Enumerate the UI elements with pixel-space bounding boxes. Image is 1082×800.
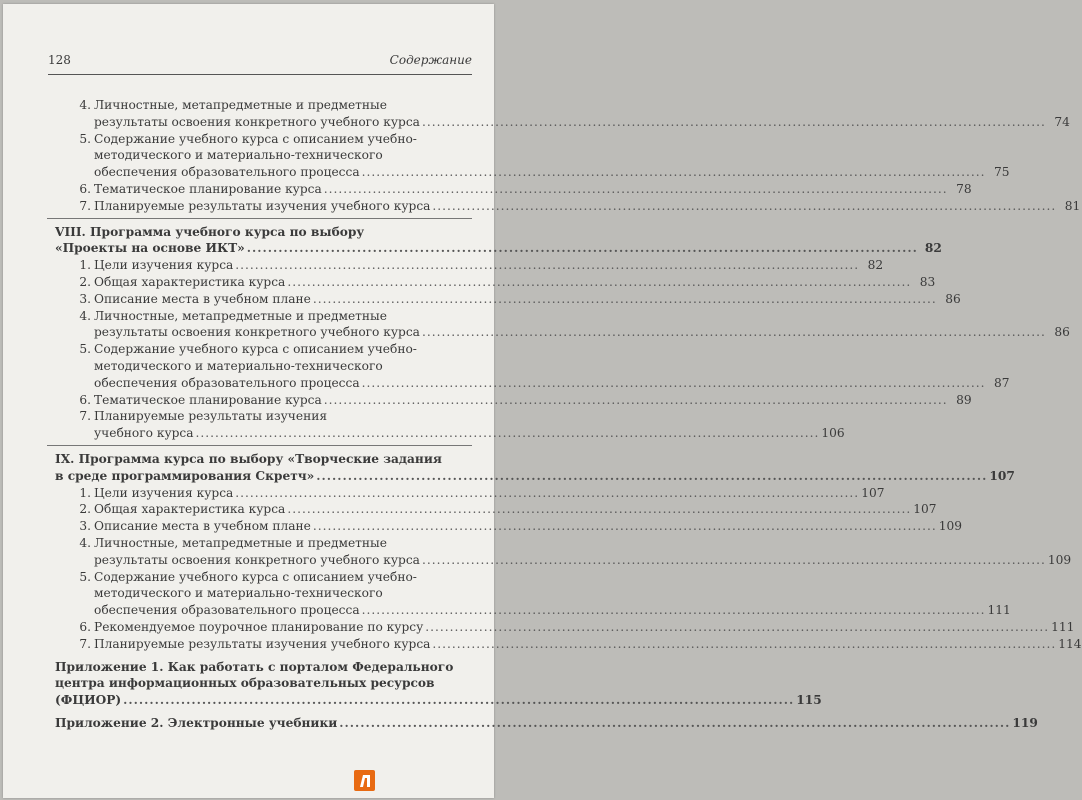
logo-letter-mark [358, 774, 372, 788]
toc-entry-line: результаты освоения конкретного учебного курса ..... 109 [94, 552, 464, 569]
toc-entry-title [77, 392, 972, 409]
toc-entry-title [77, 501, 937, 518]
leader-dots [287, 274, 911, 291]
toc-page-number: 87 [993, 375, 1010, 390]
toc-page-number: 107 [913, 502, 937, 517]
toc-entry-title [77, 181, 972, 198]
toc-entry-line: методического и материально-технического [94, 148, 383, 163]
toc-entry[interactable] [55, 636, 1082, 653]
toc-page-number: 107 [989, 468, 1015, 483]
toc-page-number: 107 [861, 485, 885, 500]
toc-entry-number: 4. [79, 535, 91, 550]
book-page [3, 4, 1082, 798]
toc-entry-title [77, 535, 1072, 569]
leader-dots [313, 291, 937, 308]
toc-entry-line: Приложение 1. Как работать с порталом Федерального [55, 659, 454, 674]
toc-entry-line: Планируемые результаты изучения учебного курса ..... 81 [94, 198, 464, 215]
leader-dots [362, 602, 986, 619]
page-header [48, 53, 472, 67]
leader-dots [324, 181, 948, 198]
toc-entry-number: 1. [79, 485, 91, 500]
toc-entry-line: Цели изучения курса ..... 107 [94, 485, 464, 502]
toc-entry-title [77, 131, 1010, 181]
toc-page-number: 82 [924, 241, 942, 256]
toc-entry-line: Содержание учебного курса с описанием учебно- [94, 342, 417, 357]
toc-entry[interactable] [55, 569, 1011, 619]
leader-dots [432, 636, 1056, 653]
toc-entry-number: 4. [79, 98, 91, 112]
toc-entry-number: 5. [79, 569, 91, 584]
toc-entry[interactable] [55, 97, 1070, 131]
toc-entry-title [77, 198, 1081, 215]
toc-page-number: 82 [867, 258, 884, 273]
toc-entry[interactable] [55, 341, 1010, 391]
toc-entry-title [55, 451, 1015, 485]
toc-entry-number: 3. [79, 519, 91, 534]
toc-section-entry[interactable] [55, 451, 1015, 485]
toc-page-number: 89 [956, 392, 972, 407]
toc-entry-title [77, 408, 845, 442]
toc-entry-title [77, 274, 936, 291]
toc-page-number: 111 [1051, 619, 1075, 634]
toc-entry[interactable] [55, 257, 884, 274]
toc-entry-title [77, 619, 1075, 636]
toc-entry-title [77, 97, 1070, 131]
toc-entry[interactable] [55, 181, 972, 198]
leader-dots [324, 392, 948, 409]
toc-page-number: 114 [1058, 636, 1082, 651]
leader-dots [235, 485, 859, 502]
toc-entry-number: 7. [79, 198, 91, 213]
toc-entry-line: обеспечения образовательного процесса ..... 75 [94, 164, 464, 181]
toc-entry-line: Общая характеристика курса ..... 107 [94, 501, 464, 518]
toc-entry[interactable] [55, 274, 936, 291]
toc-entry-number: 2. [79, 274, 91, 289]
toc-entry-number: 3. [79, 291, 91, 306]
toc-page-number: 109 [938, 519, 963, 534]
toc-entry-line: результаты освоения конкретного учебного курса ..... 74 [94, 114, 464, 131]
labirint-logo-icon [354, 770, 375, 791]
toc-entry-line: Личностные, метапредметные и предметные [94, 535, 387, 550]
toc-entry-number: 4. [79, 308, 91, 323]
toc-entry-line: центра информационных образовательных ресурсов [55, 676, 435, 691]
toc-section-entry[interactable] [55, 224, 942, 258]
toc-entry-title [55, 224, 942, 258]
toc-entry-line: Личностные, метапредметные и предметные [94, 98, 387, 112]
toc-entry-line: Планируемые результаты изучения [94, 409, 328, 424]
toc-page-number: 109 [1047, 552, 1072, 567]
toc-entry-title [77, 257, 884, 274]
toc-entry[interactable] [55, 291, 961, 308]
toc-entry-line: Тематическое планирование курса ..... 89 [94, 392, 464, 409]
leader-dots [196, 425, 820, 442]
toc-section-entry[interactable] [55, 715, 1038, 732]
toc-entry-line: Описание места в учебном плане ..... 109 [94, 518, 464, 535]
leader-dots [422, 324, 1046, 341]
toc-entry-line: Личностные, метапредметные и предметные [94, 308, 387, 323]
section-divider [47, 218, 472, 220]
toc-entry[interactable] [55, 485, 885, 502]
leader-dots [422, 114, 1046, 131]
toc-page-number: 74 [1054, 114, 1070, 129]
toc-page-number: 83 [919, 274, 936, 289]
toc-entry[interactable] [55, 131, 1010, 181]
toc-entry[interactable] [55, 392, 972, 409]
toc-section-entry[interactable] [55, 659, 822, 709]
toc-page-number: 111 [987, 603, 1011, 618]
toc-entry-number: 6. [79, 619, 91, 634]
leader-dots [123, 692, 794, 709]
toc-entry-title [77, 485, 885, 502]
toc-entry-line: VIII. Программа учебного курса по выбору [55, 224, 365, 239]
toc-page-number: 81 [1064, 198, 1081, 213]
toc-entry-line: учебного курса ..... 106 [94, 425, 464, 442]
toc-entry[interactable] [55, 408, 845, 442]
toc-page-number: 106 [821, 426, 845, 441]
leader-dots [362, 375, 986, 392]
leader-dots [362, 164, 986, 181]
toc-entry-number: 7. [79, 636, 91, 651]
toc-entry[interactable] [55, 198, 1081, 215]
toc-page-number: 86 [945, 291, 961, 306]
page-number: 128 [48, 53, 71, 67]
toc-page-number: 86 [1054, 325, 1070, 340]
toc-entry-line: Цели изучения курса ..... 82 [94, 257, 464, 274]
toc-entry-line: Рекомендуемое поурочное планирование по курсу ..... 111 [94, 619, 464, 636]
toc-entry-line: Общая характеристика курса ..... 83 [94, 274, 464, 291]
toc-entry-line: Содержание учебного курса с описанием учебно- [94, 569, 417, 584]
toc-entry-line: «Проекты на основе ИКТ» ..... 82 [55, 240, 464, 257]
leader-dots [313, 518, 937, 535]
toc-entry-line: методического и материально-технического [94, 358, 383, 373]
toc-entry-title [77, 308, 1070, 342]
leader-dots [247, 240, 918, 257]
toc-entry-line: результаты освоения конкретного учебного курса ..... 86 [94, 324, 464, 341]
toc-page-number: 75 [993, 165, 1010, 180]
toc-entry[interactable] [55, 619, 1075, 636]
toc-entry-number: 6. [79, 181, 91, 196]
toc-entry[interactable] [55, 308, 1070, 342]
toc-entry-number: 7. [79, 409, 91, 424]
toc-entry-line: в среде программирования Скретч» ..... 107 [55, 468, 464, 485]
toc-entry[interactable] [55, 518, 963, 535]
toc-entry-title [55, 715, 1038, 732]
toc-entry-number: 2. [79, 502, 91, 517]
leader-dots [287, 501, 911, 518]
leader-dots [432, 198, 1056, 215]
toc-entry-number: 6. [79, 392, 91, 407]
toc-entry-number: 1. [79, 258, 91, 273]
toc-entry-title [55, 659, 822, 709]
toc-entry-line: (ФЦИОР) ..... 115 [55, 692, 464, 709]
table-of-contents [55, 97, 1082, 732]
toc-entry-title [77, 341, 1010, 391]
toc-entry-number: 5. [79, 131, 91, 146]
leader-dots [425, 619, 1049, 636]
toc-page-number: 115 [796, 693, 822, 708]
toc-entry-title [77, 636, 1082, 653]
leader-dots [422, 552, 1046, 569]
toc-page-number: 78 [956, 181, 972, 196]
toc-entry-line: Приложение 2. Электронные учебники ..... 119 [55, 715, 464, 732]
toc-entry-line: IX. Программа курса по выбору «Творческие задания [55, 451, 442, 466]
header-rule [48, 74, 472, 75]
section-divider [47, 445, 472, 447]
toc-entry-number: 5. [79, 342, 91, 357]
leader-dots [339, 715, 1010, 732]
running-head: Содержание [389, 53, 472, 67]
toc-page-number: 119 [1012, 715, 1038, 730]
toc-entry[interactable] [55, 501, 937, 518]
leader-dots [235, 257, 859, 274]
toc-entry-line: Содержание учебного курса с описанием учебно- [94, 131, 417, 146]
toc-entry-line: Тематическое планирование курса ..... 78 [94, 181, 464, 198]
toc-entry-title [77, 569, 1011, 619]
leader-dots [316, 468, 987, 485]
toc-entry-line: обеспечения образовательного процесса ..... 87 [94, 375, 464, 392]
toc-entry-title [77, 291, 961, 308]
toc-entry-title [77, 518, 963, 535]
toc-entry-line: обеспечения образовательного процесса ..... 111 [94, 602, 464, 619]
toc-entry[interactable] [55, 535, 1072, 569]
toc-entry-line: методического и материально-технического [94, 586, 383, 601]
toc-entry-line: Планируемые результаты изучения учебного курса ..... 114 [94, 636, 464, 653]
toc-entry-line: Описание места в учебном плане ..... 86 [94, 291, 464, 308]
